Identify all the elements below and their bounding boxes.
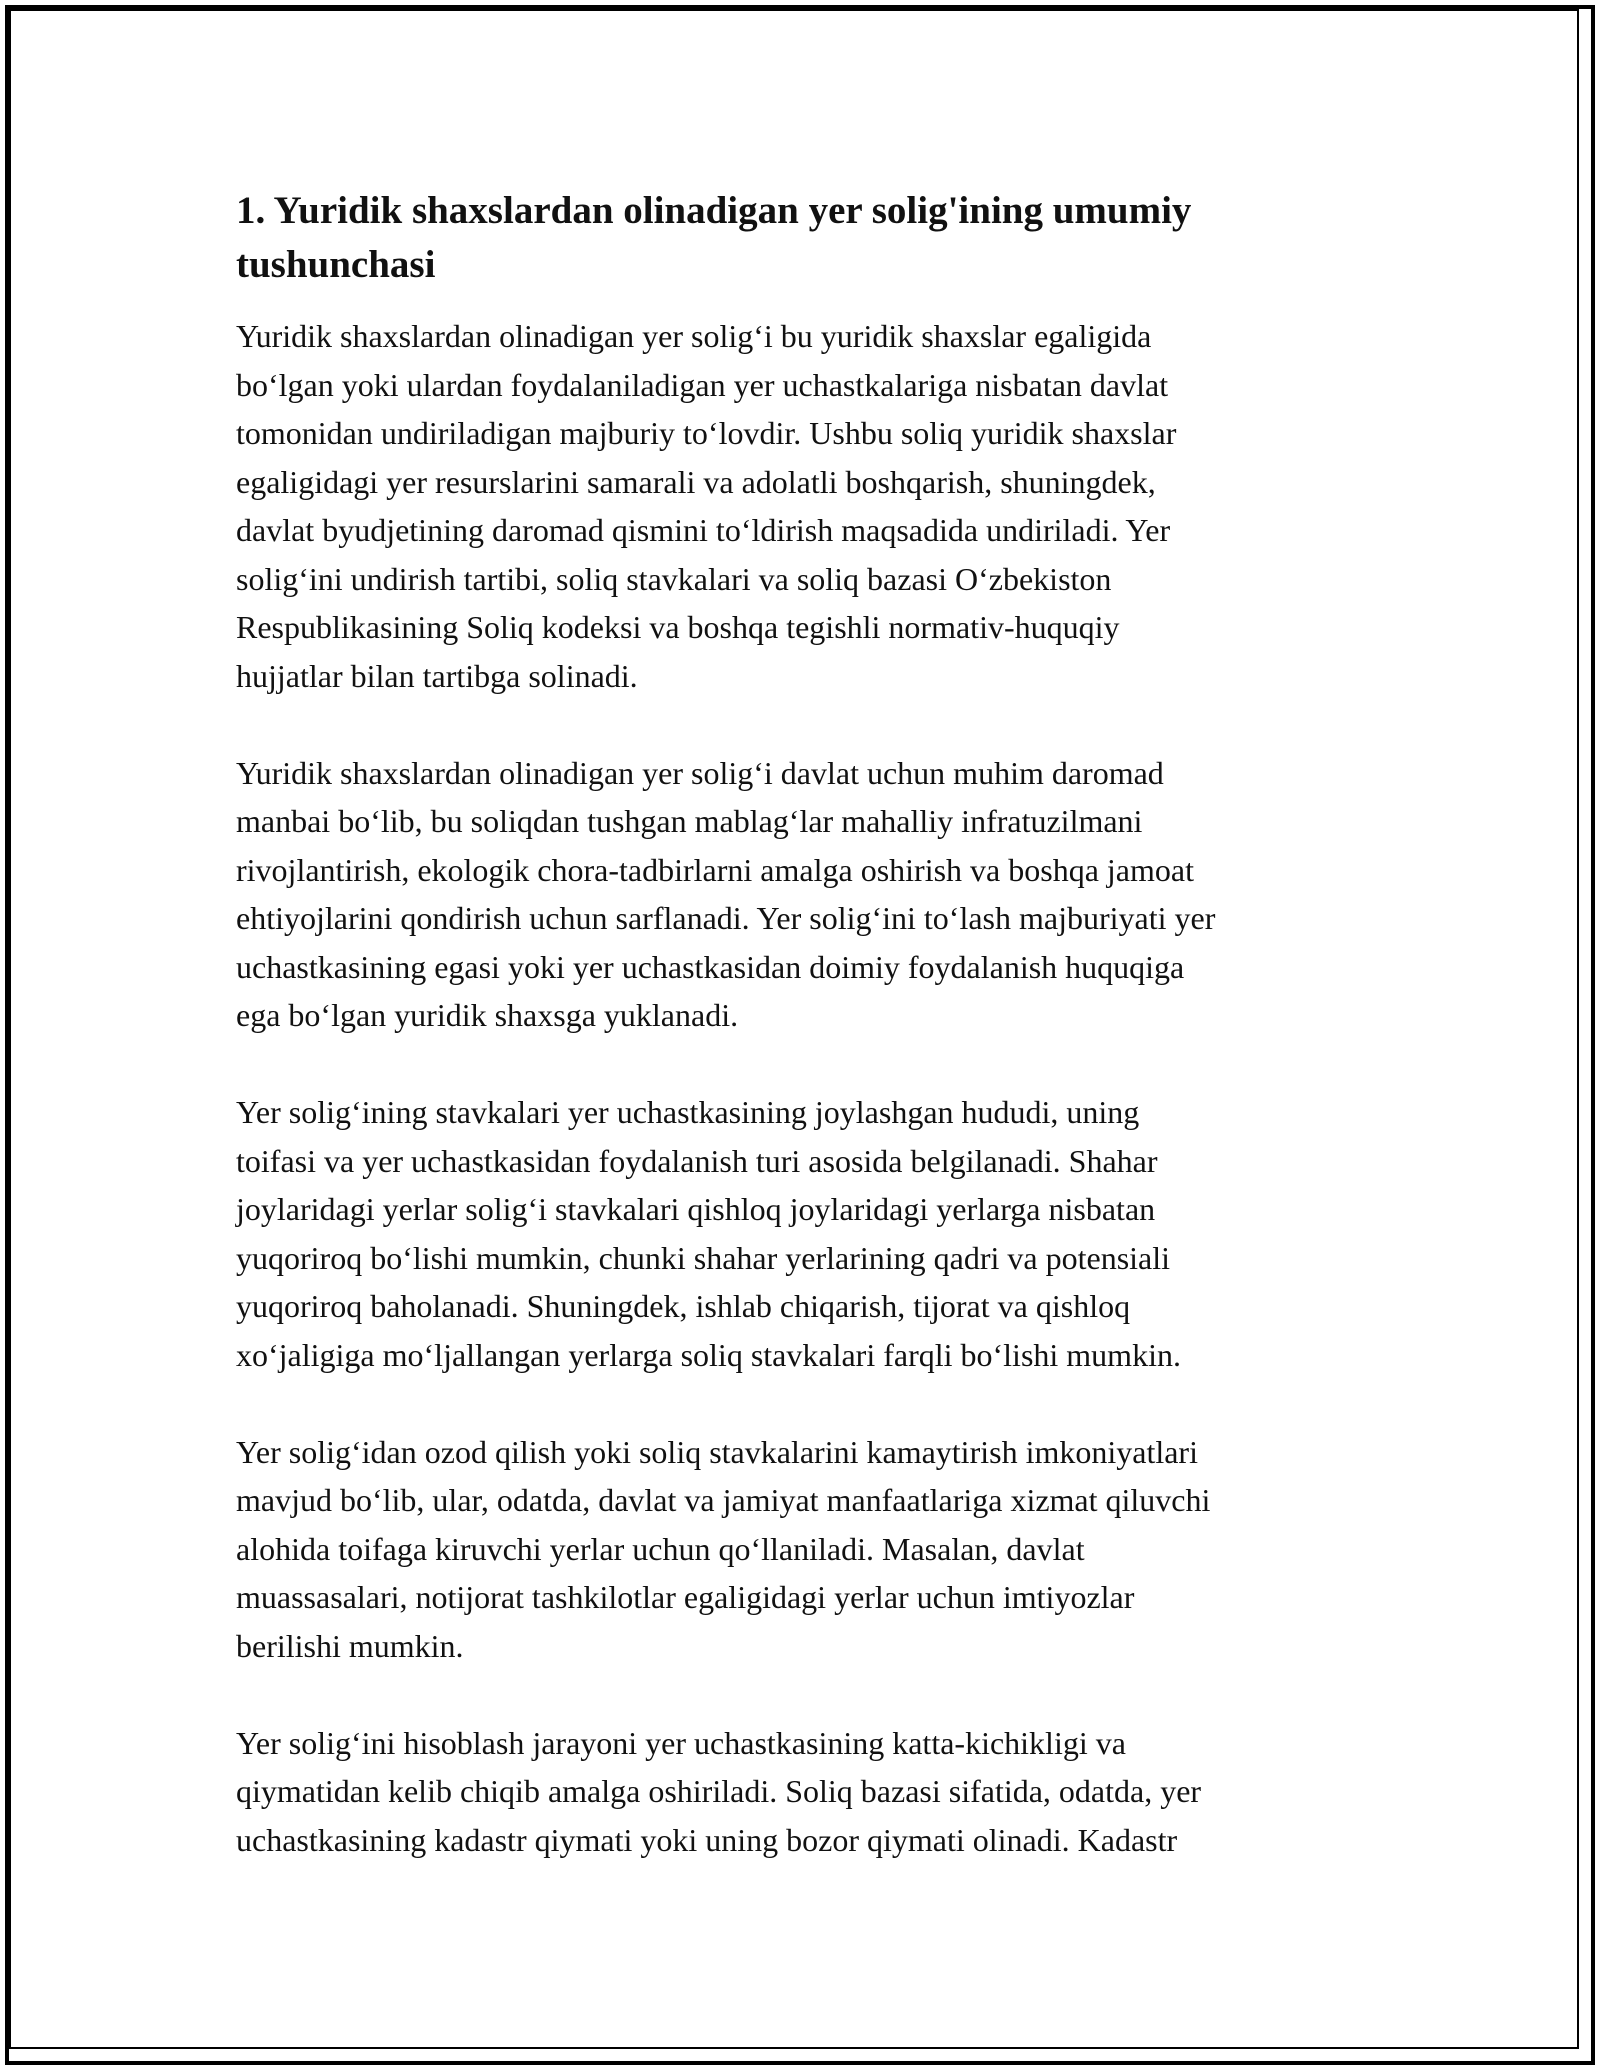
text-line: manbai bo‘lib, bu soliqdan tushgan mablag‘lar mahalliy infratuzilmani (236, 803, 1143, 839)
text-line: qiymatidan kelib chiqib amalga oshiriladi. Soliq bazasi sifatida, odatda, yer (236, 1773, 1202, 1809)
heading-line: tushunchasi (236, 243, 436, 286)
text-line: tomonidan undiriladigan majburiy to‘lovdir. Ushbu soliq yuridik shaxslar (236, 415, 1177, 451)
text-line: joylaridagi yerlar solig‘i stavkalari qishloq joylaridagi yerlarga nisbatan (236, 1191, 1156, 1227)
paragraph-3 (236, 1088, 1386, 1379)
text-line: bo‘lgan yoki ulardan foydalaniladigan yer uchastkalariga nisbatan davlat (236, 366, 1169, 403)
text-line: egaligidagi yer resurslarini samarali va adolatli boshqarish, shuningdek, (236, 463, 1156, 500)
paragraph-1 (236, 312, 1386, 700)
text-line: davlat byudjetining daromad qismini to‘ldirish maqsadida undiriladi. Yer (236, 512, 1171, 548)
text-line: Yuridik shaxslardan olinadigan yer solig‘i bu yuridik shaxslar egaligida (236, 318, 1152, 354)
text-line: Respublikasining Soliq kodeksi va boshqa tegishli normativ-huquqiy (236, 609, 1120, 645)
text-line: ehtiyojlarini qondirish uchun sarflanadi. Yer solig‘ini to‘lash majburiyati yer (236, 900, 1216, 936)
text-line: yuqoriroq bo‘lishi mumkin, chunki shahar yerlarining qadri va potensiali (236, 1239, 1171, 1276)
paragraph-4 (236, 1428, 1386, 1671)
text-line: mavjud bo‘lib, ular, odatda, davlat va jamiyat manfaatlariga xizmat qiluvchi (236, 1482, 1211, 1518)
text-line: yuqoriroq baholanadi. Shuningdek, ishlab chiqarish, tijorat va qishloq (236, 1288, 1131, 1324)
text-line: ega bo‘lgan yuridik shaxsga yuklanadi. (236, 997, 739, 1033)
paragraph-2 (236, 749, 1386, 1040)
paragraph-5 (236, 1719, 1386, 1865)
text-line: rivojlantirish, ekologik chora-tadbirlarni amalga oshirish va boshqa jamoat (236, 851, 1194, 888)
heading-line: 1. Yuridik shaxslardan olinadigan yer solig'ining umumiy (236, 189, 1192, 232)
text-line: Yer solig‘idan ozod qilish yoki soliq stavkalarini kamaytirish imkoniyatlari (236, 1433, 1198, 1470)
text-line: Yer solig‘ining stavkalari yer uchastkasining joylashgan hududi, uning (236, 1094, 1140, 1130)
text-line: Yuridik shaxslardan olinadigan yer solig‘i davlat uchun muhim daromad (236, 754, 1164, 791)
section-heading (236, 184, 1386, 292)
text-line: Yer solig‘ini hisoblash jarayoni yer uchastkasining katta-kichikligi va (236, 1724, 1126, 1761)
text-line: xo‘jaligiga mo‘ljallangan yerlarga soliq stavkalari farqli bo‘lishi mumkin. (236, 1336, 1181, 1373)
text-line: muassasalari, notijorat tashkilotlar egaligidagi yerlar uchun imtiyozlar (236, 1579, 1135, 1615)
text-line: hujjatlar bilan tartibga solinadi. (236, 657, 638, 694)
text-line: alohida toifaga kiruvchi yerlar uchun qo‘llaniladi. Masalan, davlat (236, 1530, 1085, 1567)
document-body (236, 184, 1386, 1913)
text-line: uchastkasining kadastr qiymati yoki uning bozor qiymati olinadi. Kadastr (236, 1821, 1178, 1858)
text-line: solig‘ini undirish tartibi, soliq stavkalari va soliq bazasi O‘zbekiston (236, 560, 1112, 597)
text-line: toifasi va yer uchastkasidan foydalanish turi asosida belgilanadi. Shahar (236, 1142, 1158, 1179)
text-line: uchastkasining egasi yoki yer uchastkasidan doimiy foydalanish huquqiga (236, 948, 1185, 985)
text-line: berilishi mumkin. (236, 1627, 464, 1664)
